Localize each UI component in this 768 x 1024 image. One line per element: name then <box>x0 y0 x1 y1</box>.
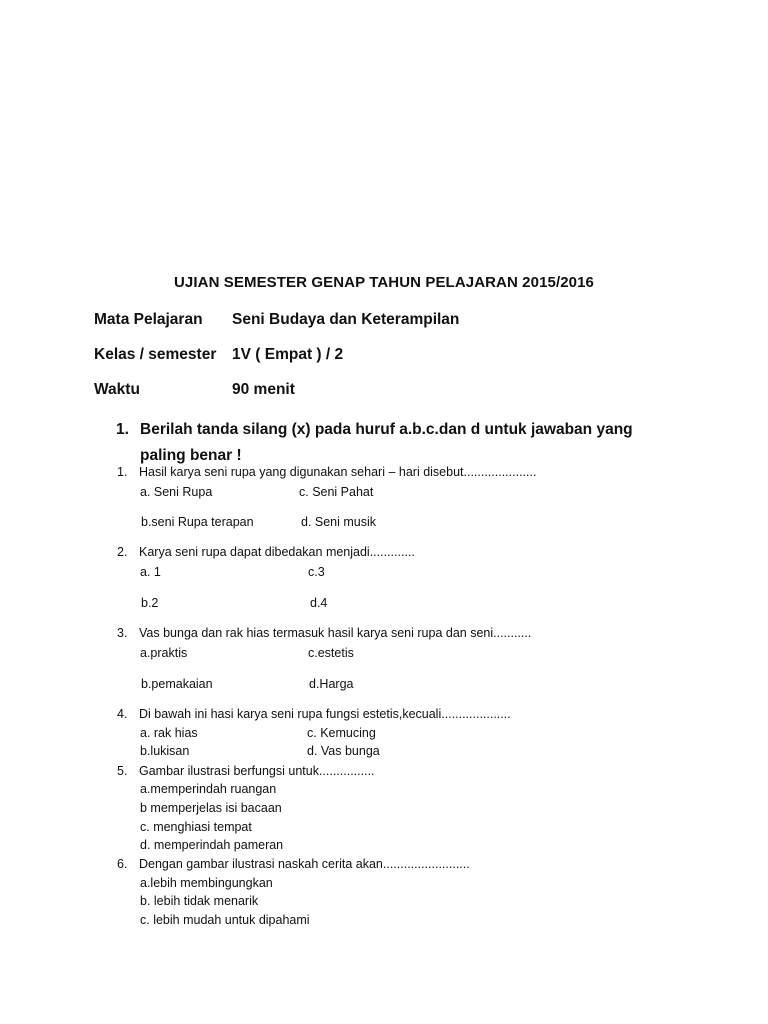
question-3 <box>117 626 531 640</box>
meta-value: Seni Budaya dan Keterampilan <box>232 311 460 328</box>
question-number: 2. <box>117 545 128 559</box>
question-text: Vas bunga dan rak hias termasuk hasil karya seni rupa dan seni........... <box>139 626 532 640</box>
question-text: Hasil karya seni rupa yang digunakan sehari – hari disebut..................... <box>139 465 537 479</box>
question-number: 6. <box>117 857 128 871</box>
instruction-number: 1. <box>116 421 129 438</box>
question-6 <box>117 857 470 871</box>
instruction-text: Berilah tanda silang (x) pada huruf a.b.c.dan d untuk jawaban yang paling benar ! <box>140 421 633 464</box>
exam-title: UJIAN SEMESTER GENAP TAHUN PELAJARAN 2015/2016 <box>174 274 594 291</box>
question-1 <box>117 465 536 479</box>
option-c: c. Kemucing <box>307 726 376 740</box>
option-c: c. lebih mudah untuk dipahami <box>140 913 310 927</box>
option-b: b.pemakaian <box>141 677 213 691</box>
option-a: a. Seni Rupa <box>140 485 213 499</box>
option-a: a.lebih membingungkan <box>140 876 273 890</box>
option-d: d. Vas bunga <box>307 744 380 758</box>
option-b: b. lebih tidak menarik <box>140 894 259 908</box>
question-4 <box>117 707 511 721</box>
option-d: d.Harga <box>309 677 354 691</box>
question-number: 3. <box>117 626 128 640</box>
option-b: b.seni Rupa terapan <box>141 515 254 529</box>
meta-value: 1V ( Empat ) / 2 <box>232 346 344 363</box>
option-b: b.2 <box>141 596 159 610</box>
option-b: b.lukisan <box>140 744 190 758</box>
meta-label: Mata Pelajaran <box>94 311 203 328</box>
question-5 <box>117 764 375 778</box>
question-number: 1. <box>117 465 128 479</box>
question-text: Gambar ilustrasi berfungsi untuk................ <box>139 764 375 778</box>
question-text: Dengan gambar ilustrasi naskah cerita akan......................... <box>139 857 470 871</box>
option-c: c. menghiasi tempat <box>140 820 252 834</box>
option-d: d. memperindah pameran <box>140 838 284 852</box>
option-a: a.praktis <box>140 646 188 660</box>
question-2 <box>117 545 415 559</box>
option-c: c.3 <box>308 565 325 579</box>
option-c: c. Seni Pahat <box>299 485 374 499</box>
meta-row-time <box>94 381 295 399</box>
meta-label: Waktu <box>94 381 140 398</box>
meta-row-subject <box>94 311 459 329</box>
question-number: 5. <box>117 764 128 778</box>
option-a: a. 1 <box>140 565 161 579</box>
instruction <box>116 417 676 469</box>
option-d: d.4 <box>310 596 328 610</box>
option-a: a.memperindah ruangan <box>140 782 277 796</box>
question-text: Karya seni rupa dapat dibedakan menjadi............. <box>139 545 415 559</box>
question-text: Di bawah ini hasi karya seni rupa fungsi estetis,kecuali.................... <box>139 707 511 721</box>
option-a: a. rak hias <box>140 726 198 740</box>
meta-label: Kelas / semester <box>94 346 217 363</box>
option-d: d. Seni musik <box>301 515 377 529</box>
meta-value: 90 menit <box>232 381 295 398</box>
option-c: c.estetis <box>308 646 354 660</box>
option-b: b memperjelas isi bacaan <box>140 801 282 815</box>
meta-row-class <box>94 346 343 364</box>
question-number: 4. <box>117 707 128 721</box>
